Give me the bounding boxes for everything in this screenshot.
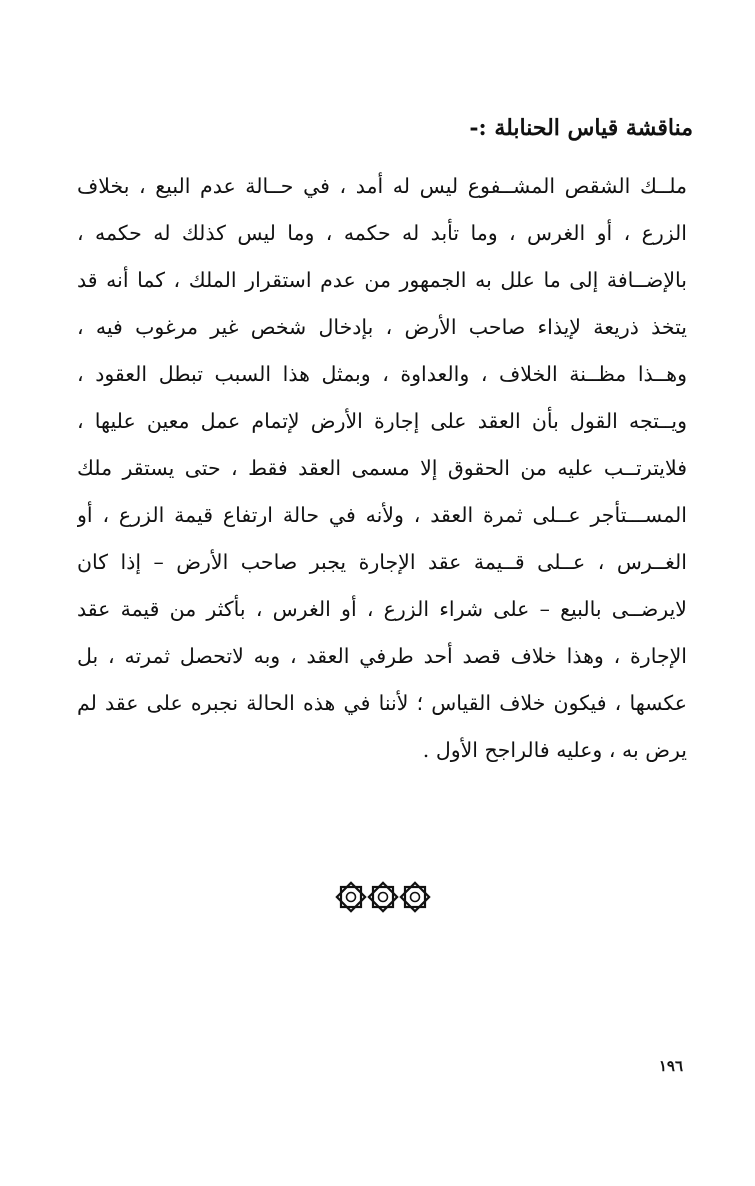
- paragraph-line: الغــرس ، عــلى قــيمة عقد الإجارة يجبر صاحب الأرض – إذا كان: [77, 550, 687, 574]
- paragraph-line: ملــك الشقص المشــفوع ليس له أمد ، في حــالة عدم البيع ، بخلاف: [77, 174, 687, 198]
- paragraph-line: ويــتجه القول بأن العقد على إجارة الأرض لإتمام عمل معين عليها ،: [77, 409, 687, 433]
- paragraph-line: فلايترتــب عليه من الحقوق إلا مسمى العقد فقط ، حتى يستقر ملك: [77, 456, 687, 480]
- paragraph-line: الإجارة ، وهذا خلاف قصد أحد طرفي العقد ، وبه لاتحصل ثمرته ، بل: [77, 644, 687, 668]
- paragraph-line: يرض به ، وعليه فالراجح الأول .: [422, 738, 687, 762]
- paragraph-line: يتخذ ذريعة لإيذاء صاحب الأرض ، بإدخال شخص غير مرغوب فيه ،: [77, 315, 687, 339]
- paragraph-line: لايرضــى بالبيع – على شراء الزرع ، أو الغرس ، بأكثر من قيمة عقد: [77, 597, 687, 621]
- star-ornament-icon: [335, 880, 431, 914]
- paragraph-line: وهــذا مظــنة الخلاف ، والعداوة ، وبمثل هذا السبب تبطل العقود ،: [77, 362, 687, 386]
- paragraph-line: المســـتأجر عــلى ثمرة العقد ، ولأنه في حالة ارتفاع قيمة الزرع ، أو: [77, 503, 687, 527]
- page-number: ١٩٦: [658, 1057, 683, 1075]
- paragraph-line: بالإضــافة إلى ما علل به الجمهور من عدم استقرار الملك ، كما أنه قد: [77, 268, 687, 292]
- paragraph-line: الزرع ، أو الغرس ، وما تأبد له حكمه ، وما ليس كذلك له حكمه ،: [77, 221, 687, 245]
- paragraph-line: عكسها ، فيكون خلاف القياس ؛ لأننا في هذه الحالة نجبره على عقد لم: [77, 691, 687, 715]
- section-heading: مناقشة قياس الحنابلة :-: [469, 115, 693, 141]
- body-paragraph: [77, 163, 687, 774]
